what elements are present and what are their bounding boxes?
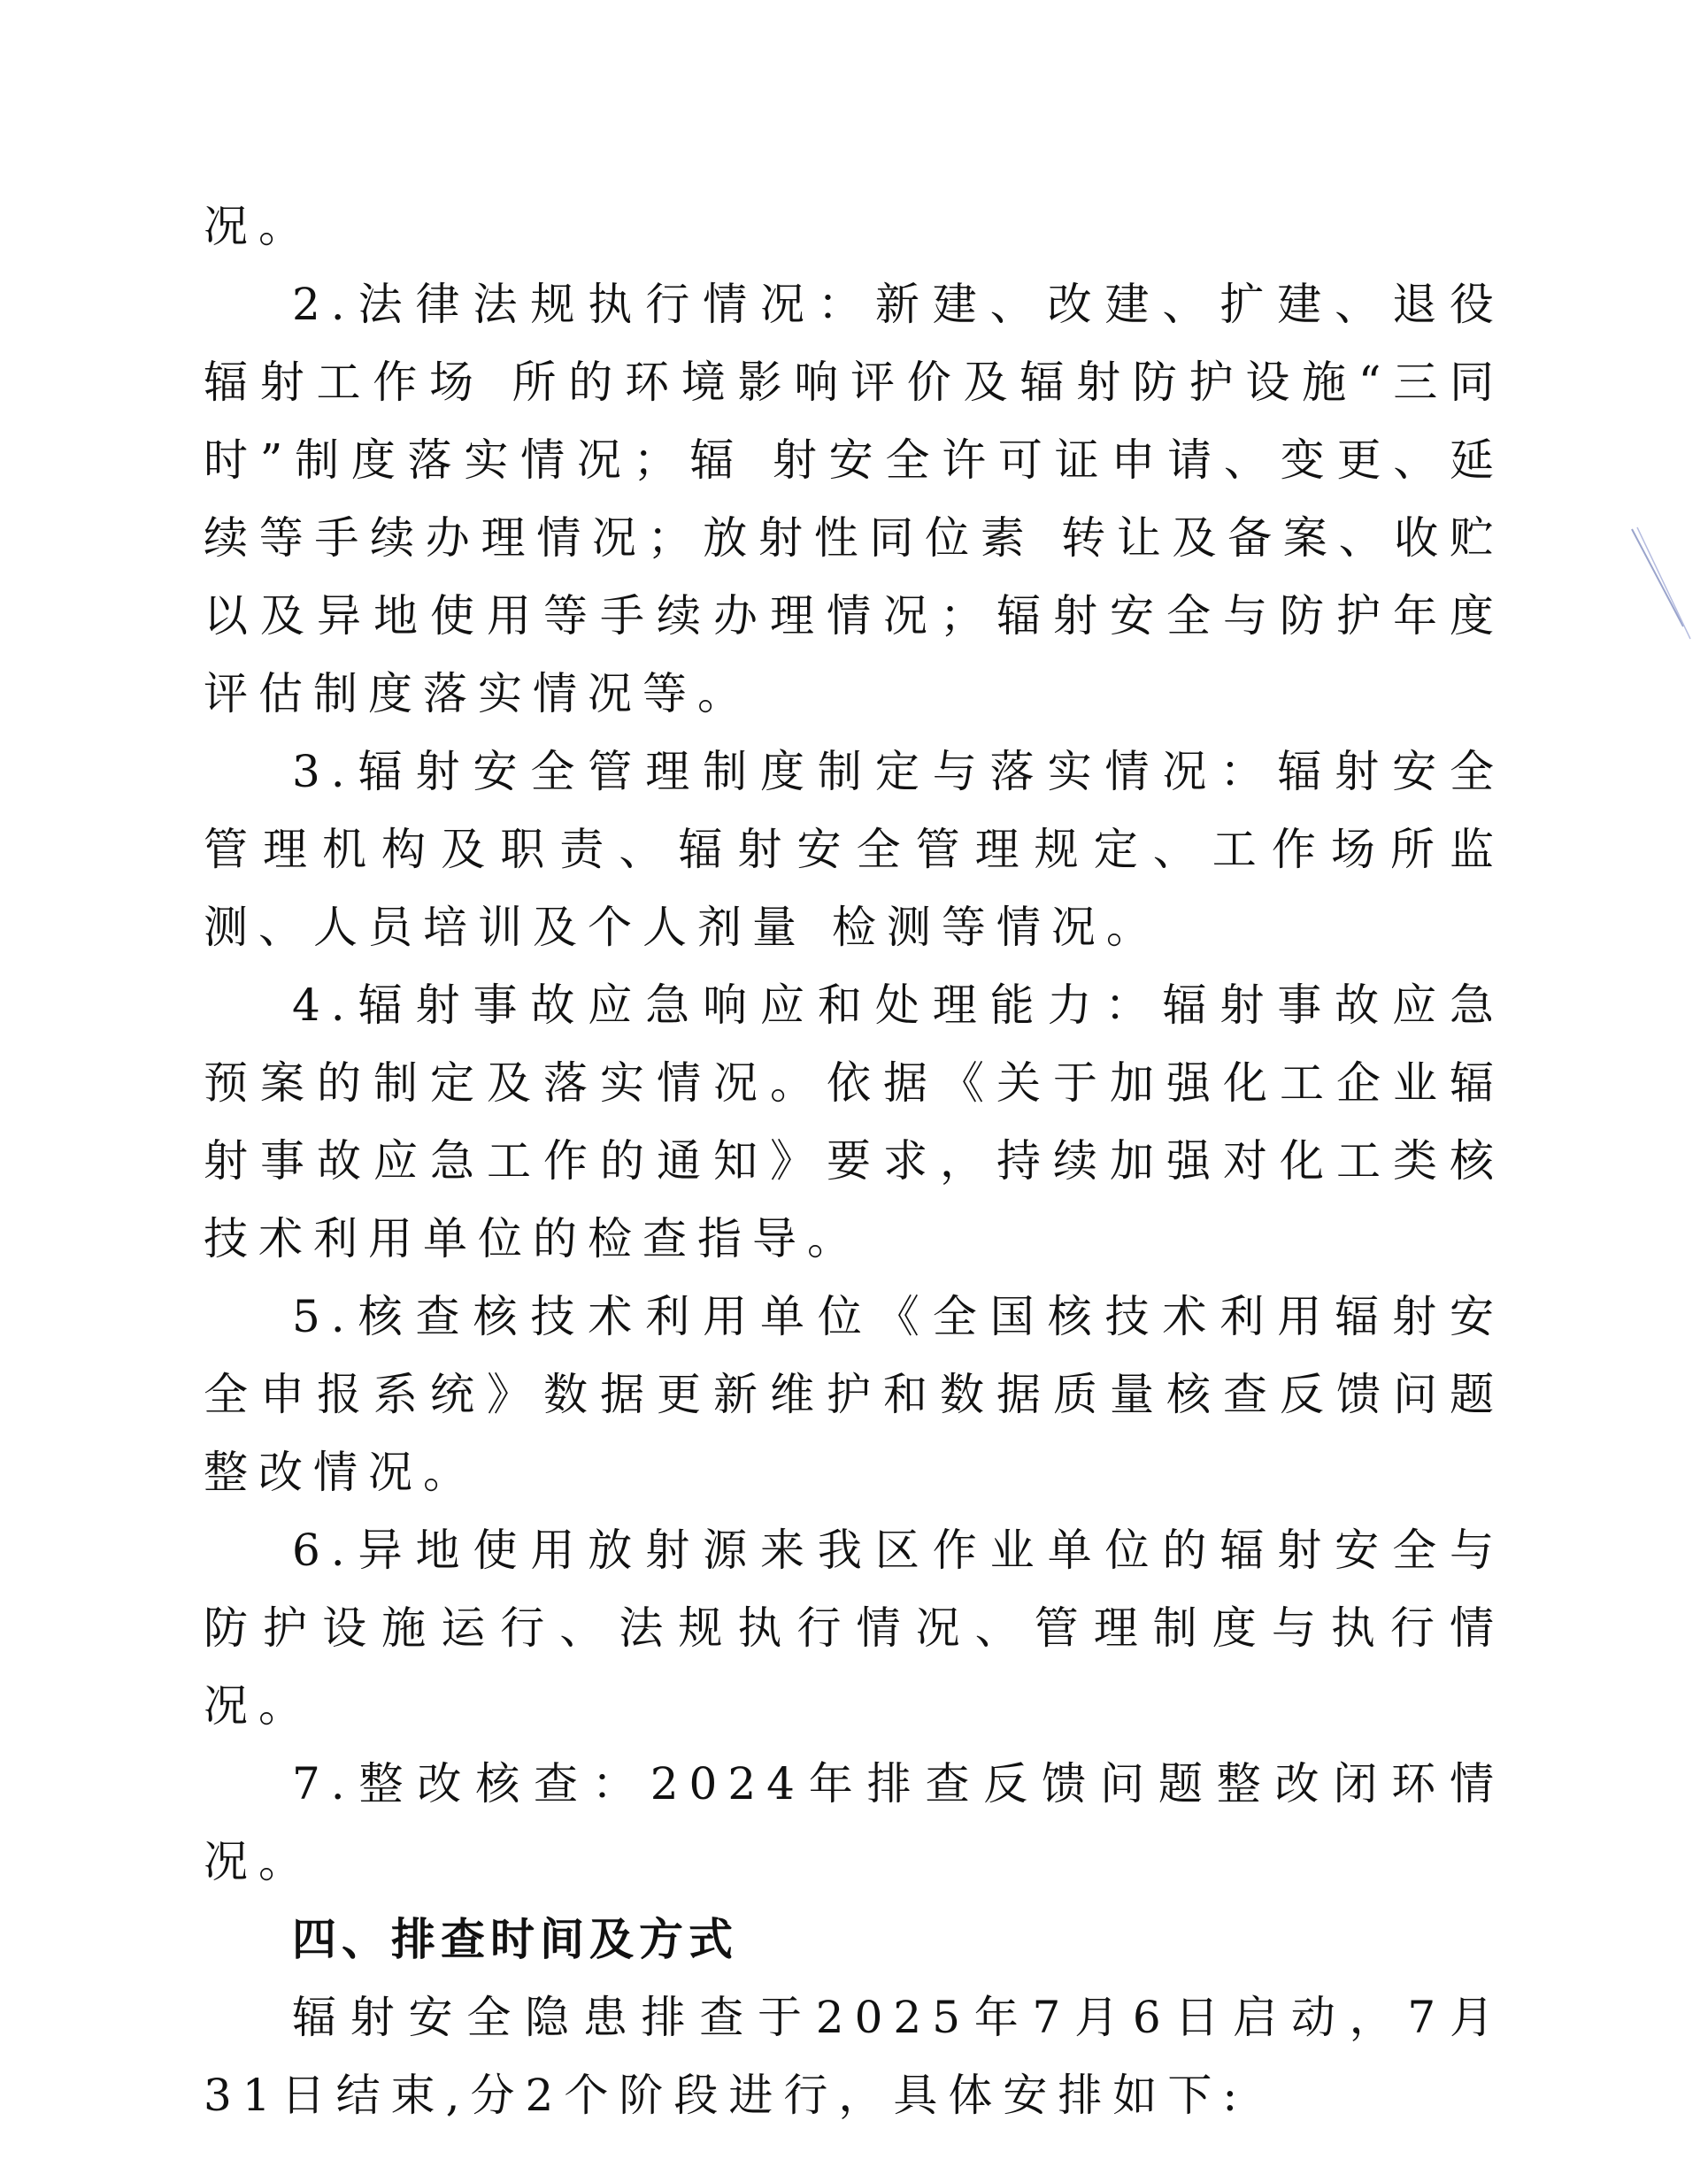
paragraph-item-4-emergency-response: 4.辐射事故应急响应和处理能力：辐射事故应急预案的制定及落实情况。依据《关于加强化工企业辐射事故应急工作的通知》要求，持续加强对化工类核技术利用单位的检查指导。 — [204, 980, 1504, 1264]
paragraph-continuation: 况。 — [204, 201, 313, 252]
section-heading-four: 四、排查时间及方式 — [292, 1914, 738, 1965]
document-body — [204, 188, 1504, 2134]
paragraph-item-5-declaration-system: 5.核查核技术利用单位《全国核技术利用辐射安全申报系统》数据更新维护和数据质量核查反馈问题整改情况。 — [204, 1291, 1504, 1498]
paragraph-item-2-laws-regulations: 2.法律法规执行情况：新建、改建、扩建、退役辐射工作场 所的环境影响评价及辐射防护设施“三同时”制度落实情况；辐 射安全许可证申请、变更、延续等手续办理情况；放射性同位素 转让及备案、收贮以及异地使用等手续办理情况；辐射安全与防护年度评估制度落实情况等。 — [204, 279, 1504, 719]
pen-stroke-mark — [1628, 522, 1699, 655]
paragraph-item-3-management-system: 3.辐射安全管理制度制定与落实情况：辐射安全管理机构及职责、辐射安全管理规定、工作场所监测、人员培训及个人剂量 检测等情况。 — [204, 746, 1504, 953]
paragraph-item-6-offsite-sources: 6.异地使用放射源来我区作业单位的辐射安全与防护设施运行、法规执行情况、管理制度与执行情况。 — [204, 1525, 1504, 1732]
paragraph-item-7-rectification: 7.整改核查：2024年排查反馈问题整改闭环情况。 — [204, 1758, 1504, 1887]
paragraph-schedule: 辐射安全隐患排查于2025年7月6日启动，7月31日结束,分2个阶段进行，具体安排如下: — [204, 1992, 1504, 2121]
